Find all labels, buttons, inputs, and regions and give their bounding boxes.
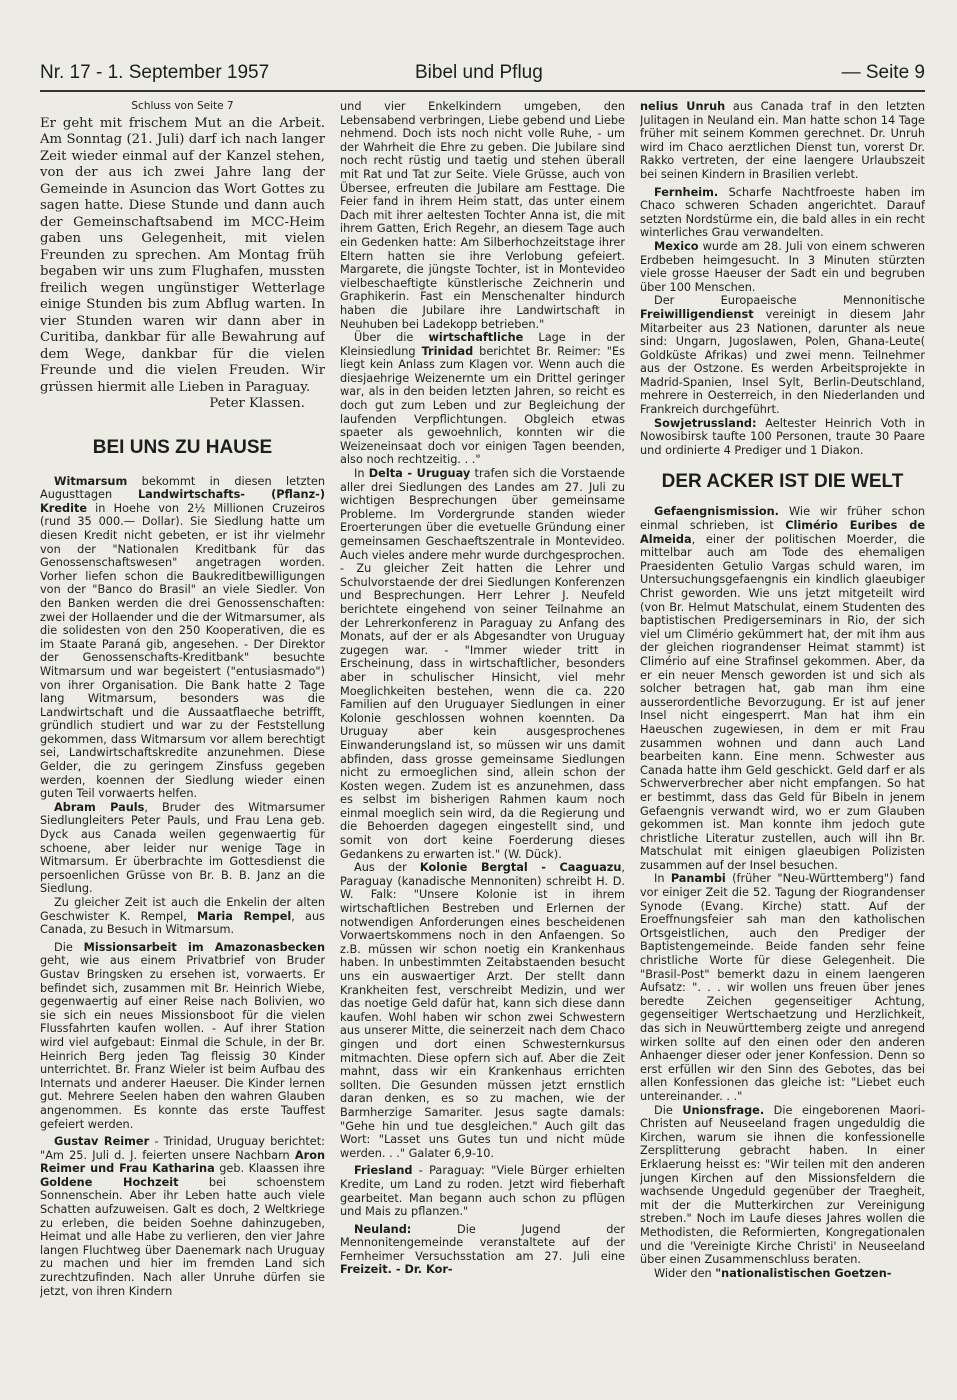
article-paragraph: Witmarsum bekommt in diesen letzten Augusttagen Landwirtschafts- (Pflanz-) Kredite in Hoehe von 2½ Millionen Cruzeiros (rund 35 000.— Dollar). Sie Siedlung hatte um diesen Kredit nicht gebeten, er ist ihr vielmehr von der "Nationalen Kreditbank für das Genossenschaftswesen" angetragen worden. Vorher liefen schon die Baukreditbewilligungen von der "Banco do Brasil" an viele Siedler. Von den Banken werden die drei Genossenschaften: zwei der Hollaender und die der Witmarsumer, als die solidesten von den 250 Kooperativen, die es im Staate Paraná gib, angesehen. - Der Direktor der Genossenschafts-Kreditbank" besuchte Witmarsum und war begeistert ("entusiasmado") von ihrer Organisation. Die Bank hatte 2 Tage lang Witmarsum, besonders was die Landwirtschaft und die Aussaatflaeche betrifft, gründlich studiert und war zu der Feststellung gekommen, dass Witmarsum vor allem berechtigt sei, Landwirtschaftskredite anzunehmen. Diese Gelder, die zu geringem Zinsfuss gegeben werden, koennen der Siedlung wieder einen guten Teil vorwaerts helfen. [40, 474, 325, 801]
article-paragraph: Wider den "nationalistischen Goetzen- [654, 1266, 892, 1280]
article-paragraph: Die Unionsfrage. Die eingeborenen Maori-Christen auf Neuseeland fragen ungeduldig die Kirchen, warum sie ihnen die konfessionelle Zersplitterung gebracht haben. In einer Erklaerung heisst es: "Wir teilen mit den anderen jungen Kirchen auf den Missionsfeldern die wachsende Ungeduld gegenüber der Traegheit, mit der die Mutterkirchen zur Vereinigung streben." Noch im Laufe dieses Jahres wollen die Methodisten, die Reformierten, Kongregationalen und die 'Vereinigte Kirche Christi' in Neuseeland über einen Zusammenschluss beraten. [640, 1103, 925, 1267]
article-paragraph: Neuland: Die Jugend der Mennonitengemeinde veranstaltete auf der Fernheimer Versuchsstation am 27. Juli eine Freizeit. - Dr. Kor- [340, 1222, 625, 1277]
section-heading: DER ACKER IST DIE WELT [661, 471, 904, 493]
article-paragraph: Zu gleicher Zeit ist auch die Enkelin der alten Geschwister K. Rempel, Maria Rempel, aus Canada, zu Besuch in Witmarsum. [40, 896, 325, 937]
issue-info: Nr. 17 - 1. September 1957 [40, 62, 270, 83]
article-paragraph: Gustav Reimer - Trinidad, Uruguay berichtet: "Am 25. Juli d. J. feierten unsere Nachbarn Aron Reimer und Frau Katharina geb. Klaassen ihre Goldene Hochzeit bei schoenstem Sonnenschein. Aber ihr Leben hatte auch viele Schatten aufzuweisen. Galt es doch, 2 Weltkriege zu erleben, die beiden Soehne dahinzugeben, Heimat und alle Habe zu verlieren, den vier Jahre langen Fluchtweg über Daenemark nach Uruguay zu machen und hier im fremden Land sich zurechtzufinden. Nach aller Unruhe dürfen sie jetzt, von ihren Kindern [40, 1135, 325, 1298]
article-paragraph: In Delta - Uruguay trafen sich die Vorstaende aller drei Siedlungen des Landes am 27. Juli zu wichtigen Besprechungen über gemeinsame Probleme. Im Vordergrunde standen wieder Eroerterungen über die evetuelle Gründung einer gemeinsamen Geschaeftszentrale in Montevideo. Auch vieles andere mehr wurde durchgesprochen. - Zu gleicher Zeit hatten die Lehrer und Schulvorstaende der drei Siedlungen Konferenzen und Besprechungen. Herr Lehrer J. Neufeld berichtete eingehend von seiner Teilnahme an der Lehrerkonferenz in Paraguay zu Anfang des Monats, auf der er als Abgesandter von Uruguay zugegen war. - "Immer wieder tritt in Erscheinung, dass in wirtschaftlicher, besonders aber in schulischer Hinsicht, viel mehr Moeglichkeiten bestehen, wenn die ca. 220 Familien auf den Uruguayer Siedlungen in einer Kolonie geschlossen wohnen koennten. Da Uruguay aber kein ausgesprochenes Einwanderungsland ist, so müssen wir uns damit abfinden, dass grosse gemeinsame Siedlungen nicht zu ermoeglichen sind, allein schon der Kosten wegen. Zudem ist es anzunehmen, dass es selbst im bisherigen Rahmen kaum noch einmal moeglich sein wird, da die Regierung und die Behoerden dagegen eingestellt sind, und somit von dort keine Foerderung dieses Gedankens zu erwarten ist." (W. Dück). [340, 467, 625, 861]
newspaper-title: Bibel und Pflug [415, 62, 543, 83]
section-heading: BEI UNS ZU HAUSE [92, 436, 273, 458]
article-paragraph: Mexico wurde am 28. Juli von einem schweren Erdbeben heimgesucht. In 3 Minuten stürzten viele grosse Haeuser der Sadt ein und begruben über 100 Menschen. [640, 239, 925, 294]
article-paragraph: Er geht mit frischem Mut an die Arbeit. Am Sonntag (21. Juli) darf ich nach langer Zeit wieder einmal auf der Kanzel stehen, von der aus ich zwei Jahre lang der Gemeinde in Asuncion das Wort Gottes zu sagen hatte. Diese Stunde und dann auch der Gemeinschaftsabend im MCC-Heim gaben uns Gelegenheit, mit vielen Freunden zu sprechen. Am Montag früh begaben wir uns zum Flughafen, mussten freilich wegen ungünstiger Wetterlage einige Stunden bis zum Abflug warten. In vier Stunden waren wir dann aber in Curitiba, dankbar für alle Bewahrung auf dem Wege, dankbar für die vielen Freunde und die vielen Freuden. Wir grüssen hiermit alle Lieben in Paraguay. [40, 115, 325, 395]
article-paragraph: Über die wirtschaftliche Lage in der Kleinsiedlung Trinidad berichtet Br. Reimer: "Es liegt kein Anlass zum Klagen vor. Wenn auch die diesjaehrige Weizenernte um ein Drittel geringer war, als in den beiden letzten Jahren, so reicht es doch gut zum Leben und zur Begleichung der laufenden Verpflichtungen. Obgleich etwas spaeter als gewoehnlich, konnten wir die Weizeneinsaat doch vor einigen Tagen beenden, also noch rechtzeitig. . ." [340, 331, 625, 467]
article-paragraph: Friesland - Paraguay: "Viele Bürger erhielten Kredite, um Land zu roden. Jetzt wird fieberhaft gearbeitet. Man begann auch schon zu pflügen und Mais zu pflanzen." [340, 1164, 625, 1219]
article-paragraph: Gefaengnismission. Wie wir früher schon einmal schrieben, ist Climério Euribes de Almeida, einer der politischen Moerder, die mittelbar auch am Tode des ehemaligen Praesidenten Getulio Vargas schuld waren, im Untersuchungsgefaengnis ein kindlich glaeubiger Christ geworden. Wie uns jetzt mitgeteilt wird (von Br. Helmut Matschulat, einem Studenten des baptistischen Predigerseminars in Rio, der sich viel um Climério gekümmert hat, der mit ihm aus der gleichen riograndenser Heimat stammt) ist Climério auf eine Strafinsel gekommen. Aber, da er ein neuer Mensch geworden ist und sich als solcher betragen hat, gab man ihm eine ausserordentliche Bevorzugung. Er ist auf jener Insel nicht eingesperrt. Man hat ihm ein Haeuschen zugewiesen, in dem er mit Frau zusammen wohnen und dann auch Land bearbeiten kann. Eine menn. Schwester aus Canada hatte ihm Geld geschickt. Geld darf er als Schwerverbrecher aber nicht empfangen. So hat er bestimmt, dass das Geld für Bibeln in jenem Gefaengnis verwandt wird, wo er zum Glauben gekommen ist. Man konnte ihm jedoch gute christliche Literatur zustellen, auch will ihn Br. Matschulat mit einigen glaeubigen Polizisten zusammen auf der Insel besuchen. [640, 505, 925, 872]
column-1 [40, 100, 325, 1298]
article-paragraph: und vier Enkelkindern umgeben, den Lebensabend verbringen, Liebe gebend und Liebe nehmend. Doch ists noch nicht volle Ruhe, - um der Wahrheit die Ehre zu geben. Die Jubilare sind noch recht rüstig und taetig und stehen überall mit Rat und Tat zur Seite. Viele Grüsse, auch von Übersee, erfreuten die Jubilare am Festtage. Die Feier fand in ihrem Heim statt, das unter einem Dach mit ihrer aeltesten Tochter Anna ist, die mit ihrem Gatten, Erich Regehr, an diesem Tage auch ein Gedenken hatte: Am Silberhochzeitstage ihrer Eltern hatten sie ihre Verlobung gefeiert. Margarete, die jüngste Tochter, ist in Montevideo vielbeschaeftigte künstlerische Zeichnerin und Graphikerin. Fast ein Menschenalter hindurch haben die Jubilare ihre Landwirtschaft in Neuhuben bei Ladekopp betrieben." [340, 100, 625, 331]
article-paragraph: Die Missionsarbeit im Amazonasbecken geht, wie aus einem Privatbrief von Bruder Gustav Bringsken zu ersehen ist, vorwaerts. Er befindet sich, zusammen mit Br. Heinrich Wiebe, gegenwaertig auf einer Reise nach Bolivien, wo sie sich ein neues Missionsboot für die vielen Flussfahrten kaufen wollen. - Auf ihrer Station wird viel aufgebaut: Einmal die Schule, in der Br. Heinrich Berg jeden Tag fleissig 30 Kinder unterrichtet. Br. Franz Wieler ist beim Aufbau des Internats und anderer Haeuser. Die Kinder lernen gut. Mehrere Seelen haben den wahren Glauben angenommen. Es konnte das erste Tauffest gefeiert werden. [40, 940, 325, 1131]
page-number: — Seite 9 [841, 62, 925, 83]
column-2 [340, 100, 625, 1277]
page-header [40, 58, 925, 92]
column-3 [640, 100, 925, 1280]
article-paragraph: nelius Unruh aus Canada traf in den letzten Julitagen in Neuland ein. Man hatte schon 14 Tage früher mit seinem Kommen gerechnet. Dr. Unruh wird im Chaco aerztlichen Dienst tun, vorerst Dr. Rakko vertreten, der eine laengere Urlaubszeit bei seinen Kindern in Brasilien verlebt. [640, 100, 925, 181]
signature: Peter Klassen. [209, 396, 305, 412]
article-paragraph: Aus der Kolonie Bergtal - Caaguazu, Paraguay (kanadische Mennoniten) schreibt H. D. W. Falk: "Unsere Kolonie ist in ihrem wirtschaftlichen Bestreben und Erlernen der notwendigen Anforderungen eines bescheidenen Vorwaertskommens noch in den Anfaengen. So z.B. müssen wir schon noetig ein Krankenhaus haben. In unbestimmten Zeitabstaenden besucht uns ein auswaertiger Arzt. Der stellt dann Krankheiten fest, verschreibt Medizin, und wer das noetige Geld dafür hat, kann sich diese dann kaufen. Wohl haben wir schon zwei Schwestern aus unserer Mitte, die seinerzeit nach dem Chaco gingen und dort einen Schwesternkursus mitmachten. Diese opfern sich auf. Aber die Zeit mahnt, dass wir ein Krankenhaus errichten sollten. Die Gesunden müssen jetzt ernstlich daran denken, es so zu machen, wie der Barmherzige Samariter. Jesus sagte damals: "Gehe hin und tue desgleichen." Auch gilt das Wort: "Lasset uns Gutes tun und nicht müde werden. . ." Galater 6,9-10. [340, 861, 625, 1160]
article-paragraph: Sowjetrussland: Aeltester Heinrich Voth in Nowosibirsk taufte 100 Personen, traute 30 Paare und ordinierte 4 Prediger und 1 Diakon. [640, 416, 925, 457]
continuation-note: Schluss von Seite 7 [131, 100, 234, 112]
article-paragraph: Der Europaeische Mennonitische Freiwilligendienst vereinigt in diesem Jahr Mitarbeiter aus 23 Nationen, darunter als neue sind: Ungarn, Jugoslawen, Polen, Ghana-Leute( Goldküste Afrikas) und zwei menn. Teilnehmer aus der Ostzone. Es werden Arbeitsprojekte in Madrid-Spanien, Insel Sylt, Berlin-Deutschland, mehrere in Oesterreich, in den Niederlanden und Frankreich durchgeführt. [640, 294, 925, 417]
article-paragraph: Abram Pauls, Bruder des Witmarsumer Siedlungleiters Peter Pauls, und Frau Lena geb. Dyck aus Canada weilen gegenwaertig für schoene, aber leider nur wenige Tage in Witmarsum. Er überbrachte im Gottesdienst die persoenlichen Grüsse von Br. B. B. Janz an die Siedlung. [40, 800, 325, 896]
article-paragraph: Fernheim. Scharfe Nachtfroeste haben im Chaco schweren Schaden angerichtet. Darauf setzten Nordstürme ein, die bald alles in ein recht winterliches Grau verwandelten. [640, 185, 925, 240]
article-paragraph: In Panambi (früher "Neu-Württemberg") fand vor einiger Zeit die 52. Tagung der Riograndenser Synode (Evang. Kirche) statt. Auf der Eroeffnungsfeier sah man den katholischen Ortsgeistlichen, auch den Prediger der Baptistengemeinde. Beide fanden sehr feine christliche Worte für diese Gelegenheit. Die "Brasil-Post" bemerkt dazu in einem laengeren Aufsatz: ". . . wir wollen uns freuen über jenes beredte Zeichen gegenseitiger Achtung, gegenseitiger Wertschaetzung und Herzlichkeit, das sich in Neuwürttemberg zeigte und anregend wirken sollte auf den einen oder den anderen Anhaenger dieser oder jener Konfession. Denn so erst erfüllen wir den Sinn des Gebotes, das bei allen Konfessionen das gleiche ist: "Liebet euch untereinander. . ." [640, 872, 925, 1103]
